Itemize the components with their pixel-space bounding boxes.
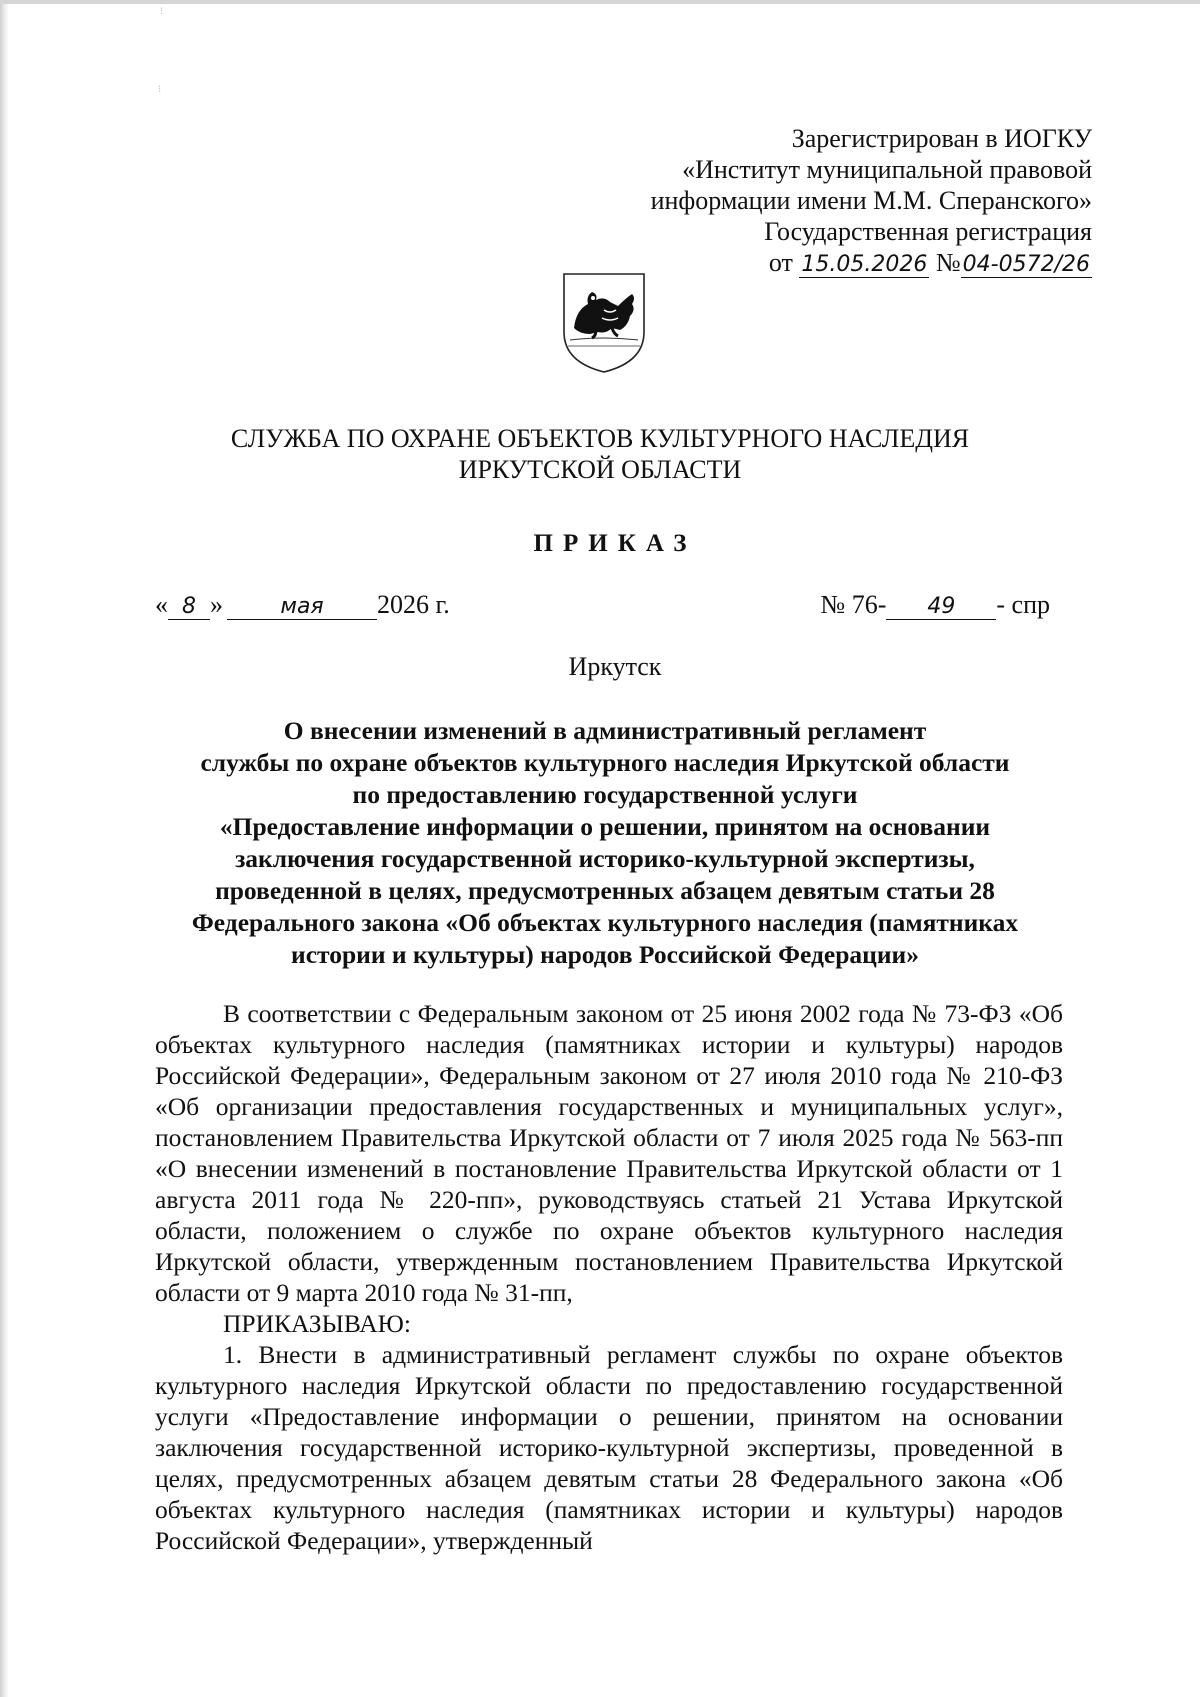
scan-top-line <box>0 0 1200 4</box>
registration-number: 04-0572/26 <box>962 252 1090 277</box>
heading-line: Федерального закона «Об объектах культурного наследия (памятниках <box>191 908 1019 937</box>
registration-date-prefix: от <box>768 248 793 277</box>
registration-line: Зарегистрирован в ИОГКУ <box>791 124 1092 153</box>
scan-noise: ⁝ <box>158 84 162 95</box>
order-number-value: 49 <box>886 595 996 620</box>
organization-line: СЛУЖБА ПО ОХРАНЕ ОБЪЕКТОВ КУЛЬТУРНОГО НАСЛЕДИЯ <box>230 424 970 453</box>
registration-date: 15.05.2026 <box>801 252 928 277</box>
heading-line: истории и культуры) народов Российской Федерации» <box>291 940 919 969</box>
heading-line: службы по охране объектов культурного наследия Иркутской области <box>200 748 1010 777</box>
heading-line: по предоставлению государственной услуги <box>352 780 858 809</box>
scan-noise: ⁝ <box>160 6 164 17</box>
heading-line: О внесении изменений в административный регламент <box>283 716 927 745</box>
heading-line: «Предоставление информации о решении, принятом на основании <box>219 812 991 841</box>
document-body <box>155 998 1063 1556</box>
heading-line: заключения государственной историко-культурной экспертизы, <box>235 844 975 873</box>
registration-stamp <box>651 123 1092 278</box>
organization-name <box>0 423 1200 485</box>
item-1-paragraph: 1. Внести в административный регламент службы по охране объектов культурного наследия Иркутской области по предоставлению государственной услуги «Предоставление информации о решении, принятом на основании заключения государственной историко-культурной экспертизы, проведенной в целях, предусмотренных абзацем девятым статьи 28 Федерального закона «Об объектах культурного наследия (памятниках истории и культуры) народов Российской Федерации», утвержденный <box>155 1340 1063 1555</box>
order-title: ПРИКАЗ <box>533 530 697 557</box>
order-number-prefix: № 76- <box>820 590 887 619</box>
order-year: 2026 г. <box>377 590 450 619</box>
order-word: ПРИКАЗЫВАЮ: <box>223 1309 411 1338</box>
document-heading <box>140 715 1070 971</box>
order-number-suffix: - спр <box>996 590 1050 619</box>
heading-line: проведенной в целях, предусмотренных абзацем девятым статьи 28 <box>215 876 995 905</box>
registration-date-number <box>651 247 1092 278</box>
order-number <box>820 590 1050 620</box>
preamble-paragraph: В соответствии с Федеральным законом от 25 июня 2002 года № 73-ФЗ «Об объектах культурного наследия (памятниках истории и культуры) народов Российской Федерации», Федеральным законом от 27 июля 2010 года № 210-ФЗ «Об организации предоставления государственных и муниципальных услуг», постановлением Правительства Иркутской области от 7 июля 2025 года № 563-пп «О внесении изменений в постановление Правительства Иркутской области от 1 августа 2011 года № 220-пп», руководствуясь статьей 21 Устава Иркутской области, положением о службе по охране объектов культурного наследия Иркутской области, утвержденным постановлением Правительства Иркутской области от 9 марта 2010 года № 31-пп, <box>155 999 1063 1307</box>
order-day: 8 <box>168 595 210 620</box>
registration-number-prefix: № <box>935 248 961 277</box>
scan-edge <box>0 0 9 1697</box>
irkutsk-coat-of-arms-icon <box>560 270 648 376</box>
registration-line: Государственная регистрация <box>764 217 1092 246</box>
order-date: « 8 » мая 2026 г. <box>155 590 450 619</box>
organization-line: ИРКУТСКОЙ ОБЛАСТИ <box>458 455 742 484</box>
registration-line: информации имени М.М. Сперанского» <box>650 186 1092 215</box>
city: Иркутск <box>568 652 662 681</box>
order-month: мая <box>227 595 377 620</box>
registration-line: «Институт муниципальной правовой <box>682 155 1092 184</box>
